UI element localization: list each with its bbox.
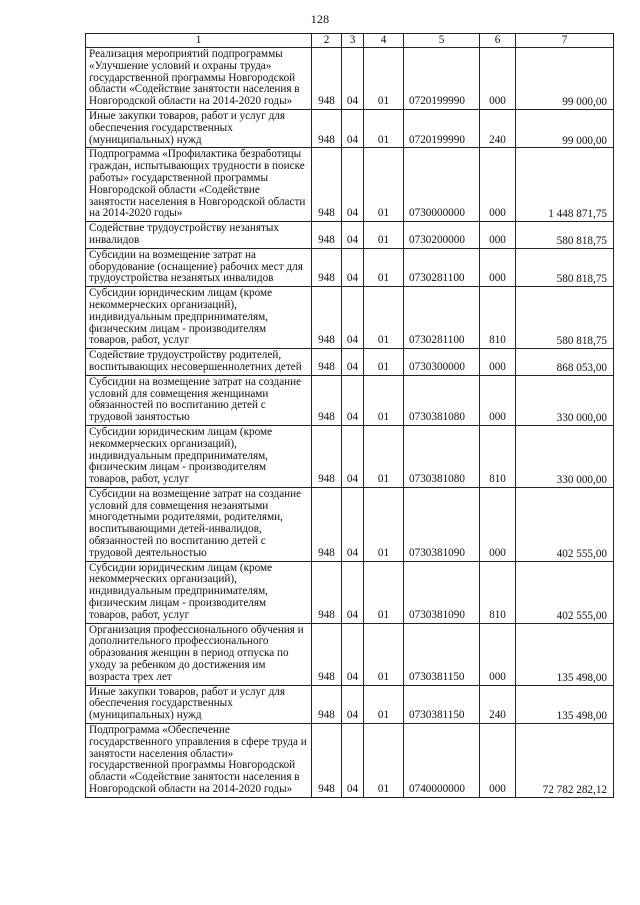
expense-type-cell: 000 [480,148,516,222]
subsection-code-cell: 01 [364,148,404,222]
subsection-code-cell: 01 [364,724,404,798]
table-row [86,375,614,425]
subsection-code-cell: 01 [364,623,404,685]
section-code-cell: 04 [342,248,364,286]
header-col-7: 7 [516,34,614,48]
amount-cell: 330 000,00 [516,375,614,425]
section-code-cell: 04 [342,349,364,376]
target-article-cell: 0730381150 [404,623,480,685]
expense-type-cell: 000 [480,375,516,425]
amount-cell: 1 448 871,75 [516,148,614,222]
table-row [86,425,614,487]
table-row [86,48,614,110]
amount-cell: 135 498,00 [516,685,614,723]
ministry-code-cell: 948 [312,287,342,349]
target-article-cell: 0730381080 [404,375,480,425]
amount-cell: 402 555,00 [516,561,614,623]
table-row [86,685,614,723]
amount-cell: 99 000,00 [516,48,614,110]
table-header-row [86,34,614,48]
ministry-code-cell: 948 [312,623,342,685]
expense-type-cell: 000 [480,248,516,286]
subsection-code-cell: 01 [364,487,404,561]
header-col-4: 4 [364,34,404,48]
amount-cell: 580 818,75 [516,287,614,349]
expense-type-cell: 000 [480,222,516,249]
target-article-cell: 0730381090 [404,561,480,623]
row-name-cell: Субсидии на возмещение затрат на оборудование (оснащение) рабочих мест для трудоустройства незанятых инвалидов [86,248,312,286]
amount-cell: 330 000,00 [516,425,614,487]
table-row [86,349,614,376]
section-code-cell: 04 [342,724,364,798]
header-col-3: 3 [342,34,364,48]
row-name-cell: Субсидии юридическим лицам (кроме некоммерческих организаций), индивидуальным предпринимателям, физическим лицам - производителям товаров, работ, услуг [86,425,312,487]
ministry-code-cell: 948 [312,724,342,798]
target-article-cell: 0730381150 [404,685,480,723]
amount-cell: 580 818,75 [516,248,614,286]
section-code-cell: 04 [342,109,364,147]
target-article-cell: 0730000000 [404,148,480,222]
section-code-cell: 04 [342,487,364,561]
page-number: 128 [310,12,330,26]
target-article-cell: 0740000000 [404,724,480,798]
subsection-code-cell: 01 [364,248,404,286]
row-name-cell: Содействие трудоустройству родителей, воспитывающих несовершеннолетних детей [86,349,312,376]
expense-type-cell: 000 [480,487,516,561]
header-col-6: 6 [480,34,516,48]
expense-type-cell: 810 [480,287,516,349]
row-name-cell: Реализация мероприятий подпрограммы «Улучшение условий и охраны труда» государственной программы Новгородской области «Содействие занятости населения в Новгородской области на 2014-2020 годы» [86,48,312,110]
amount-cell: 99 000,00 [516,109,614,147]
subsection-code-cell: 01 [364,561,404,623]
target-article-cell: 0730281100 [404,248,480,286]
row-name-cell: Субсидии юридическим лицам (кроме некоммерческих организаций), индивидуальным предпринимателям, физическим лицам - производителям товаров, работ, услуг [86,287,312,349]
row-name-cell: Иные закупки товаров, работ и услуг для обеспечения государственных (муниципальных) нужд [86,109,312,147]
target-article-cell: 0730381090 [404,487,480,561]
section-code-cell: 04 [342,375,364,425]
section-code-cell: 04 [342,561,364,623]
ministry-code-cell: 948 [312,375,342,425]
budget-table [85,33,614,798]
expense-type-cell: 000 [480,724,516,798]
row-name-cell: Подпрограмма «Обеспечение государственного управления в сфере труда и занятости населения области» государственной программы Новгородской области «Содействие занятости населения в Новгородской области на 2014-2020 годы» [86,724,312,798]
expense-type-cell: 810 [480,425,516,487]
ministry-code-cell: 948 [312,48,342,110]
table-row [86,222,614,249]
row-name-cell: Иные закупки товаров, работ и услуг для обеспечения государственных (муниципальных) нужд [86,685,312,723]
ministry-code-cell: 948 [312,561,342,623]
row-name-cell: Подпрограмма «Профилактика безработицы граждан, испытывающих трудности в поиске работы» государственной программы Новгородской области «Содействие занятости населения в Новгородской области на 2014-2020 годы» [86,148,312,222]
section-code-cell: 04 [342,425,364,487]
subsection-code-cell: 01 [364,685,404,723]
target-article-cell: 0730300000 [404,349,480,376]
ministry-code-cell: 948 [312,109,342,147]
section-code-cell: 04 [342,48,364,110]
section-code-cell: 04 [342,287,364,349]
ministry-code-cell: 948 [312,425,342,487]
expense-type-cell: 000 [480,48,516,110]
table-row [86,724,614,798]
section-code-cell: 04 [342,148,364,222]
subsection-code-cell: 01 [364,222,404,249]
header-col-1: 1 [86,34,312,48]
table-row [86,109,614,147]
subsection-code-cell: 01 [364,48,404,110]
expense-type-cell: 240 [480,685,516,723]
section-code-cell: 04 [342,623,364,685]
amount-cell: 402 555,00 [516,487,614,561]
expense-type-cell: 240 [480,109,516,147]
subsection-code-cell: 01 [364,425,404,487]
target-article-cell: 0720199990 [404,109,480,147]
table-row [86,561,614,623]
ministry-code-cell: 948 [312,487,342,561]
target-article-cell: 0730381080 [404,425,480,487]
table-row [86,623,614,685]
amount-cell: 580 818,75 [516,222,614,249]
header-col-5: 5 [404,34,480,48]
row-name-cell: Субсидии юридическим лицам (кроме некоммерческих организаций), индивидуальным предпринимателям, физическим лицам - производителям товаров, работ, услуг [86,561,312,623]
amount-cell: 72 782 282,12 [516,724,614,798]
ministry-code-cell: 948 [312,685,342,723]
ministry-code-cell: 948 [312,248,342,286]
table-row [86,287,614,349]
target-article-cell: 0730281100 [404,287,480,349]
row-name-cell: Субсидии на возмещение затрат на создание условий для совмещения женщинами обязанностей по воспитанию детей с трудовой занятостью [86,375,312,425]
subsection-code-cell: 01 [364,349,404,376]
section-code-cell: 04 [342,685,364,723]
row-name-cell: Содействие трудоустройству незанятых инвалидов [86,222,312,249]
ministry-code-cell: 948 [312,222,342,249]
target-article-cell: 0730200000 [404,222,480,249]
table-body [86,48,614,798]
expense-type-cell: 810 [480,561,516,623]
ministry-code-cell: 948 [312,349,342,376]
ministry-code-cell: 948 [312,148,342,222]
row-name-cell: Субсидии на возмещение затрат на создание условий для совмещения незанятыми многодетными родителями, родителями, воспитывающими детей-инвалидов, обязанностей по воспитанию детей с трудовой деятельностью [86,487,312,561]
subsection-code-cell: 01 [364,109,404,147]
row-name-cell: Организация профессионального обучения и дополнительного профессионального образования женщин в период отпуска по уходу за ребенком до достижения им возраста трех лет [86,623,312,685]
amount-cell: 135 498,00 [516,623,614,685]
table-row [86,487,614,561]
table-row [86,248,614,286]
expense-type-cell: 000 [480,349,516,376]
table-row [86,148,614,222]
expense-type-cell: 000 [480,623,516,685]
subsection-code-cell: 01 [364,287,404,349]
header-col-2: 2 [312,34,342,48]
subsection-code-cell: 01 [364,375,404,425]
amount-cell: 868 053,00 [516,349,614,376]
target-article-cell: 0720199990 [404,48,480,110]
section-code-cell: 04 [342,222,364,249]
